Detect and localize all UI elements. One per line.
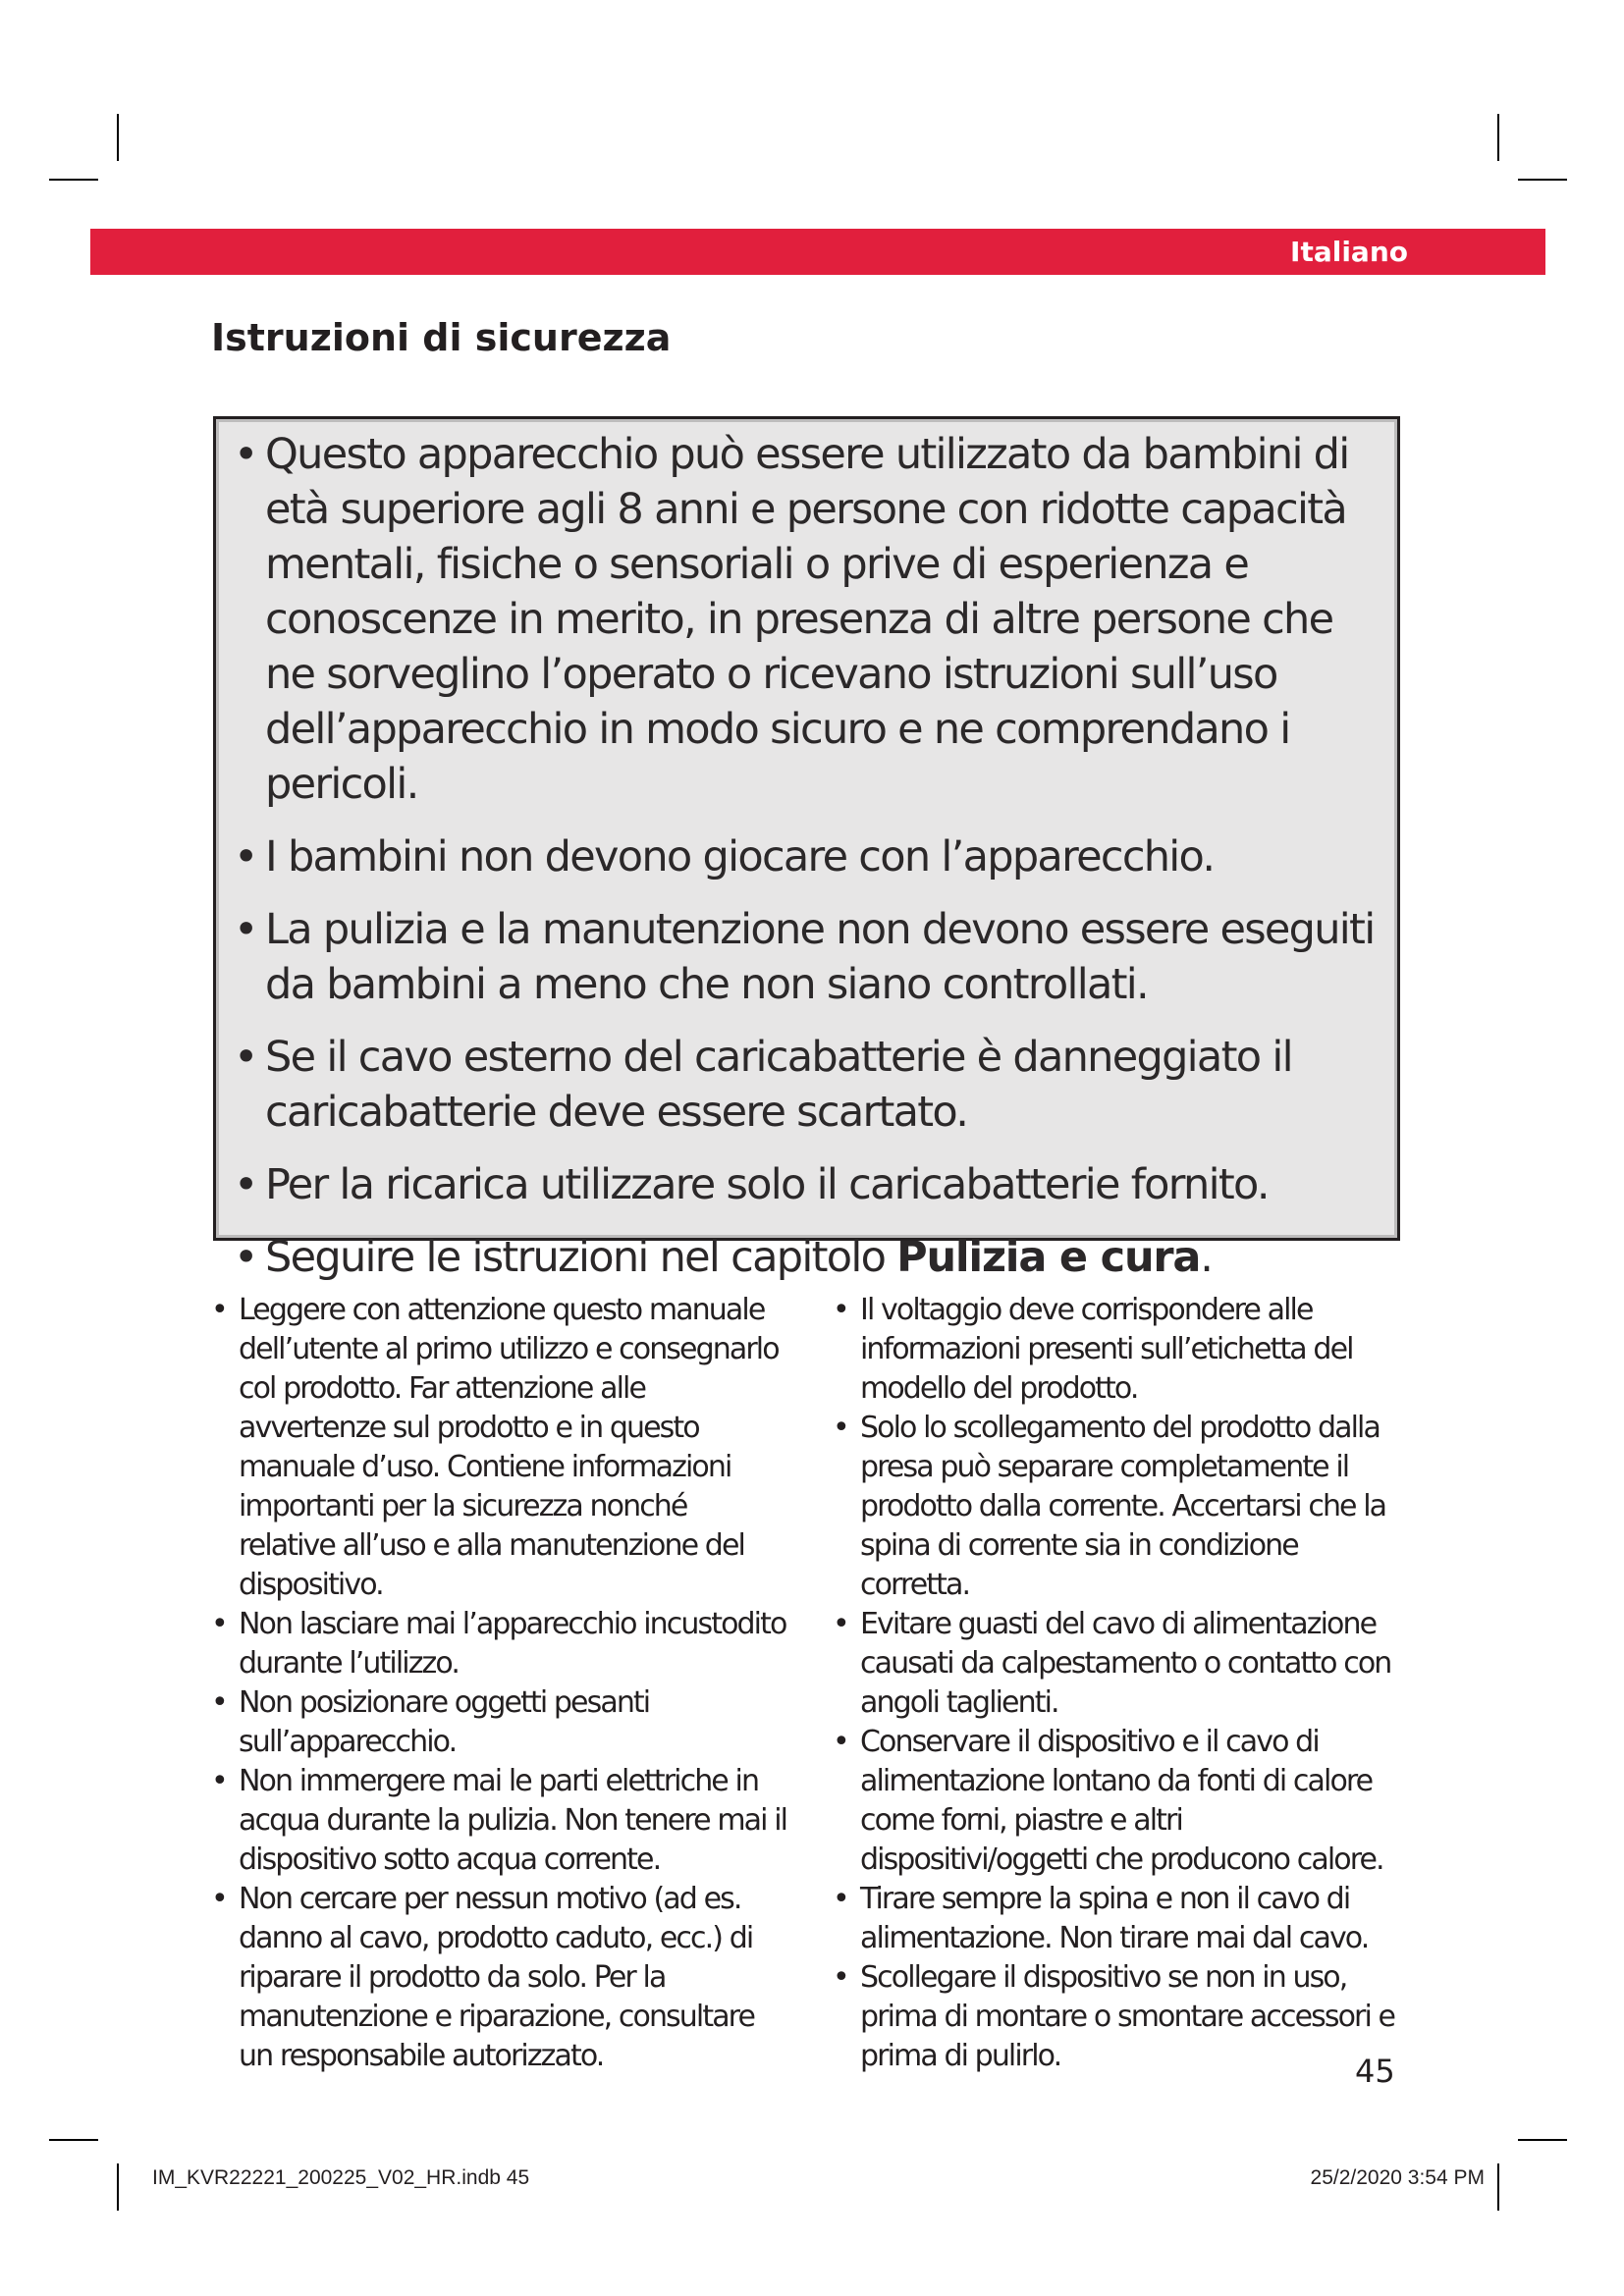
warning-text: I bambini non devono giocare con l’apparecchio.	[265, 832, 1215, 881]
bullet-icon: •	[234, 1233, 257, 1282]
crop-mark-top-right-vertical	[1497, 114, 1499, 161]
bullet-icon: •	[211, 1764, 227, 1798]
list-item-text: Non cercare per nessun motivo (ad es. danno al cavo, prodotto caduto, ecc.) di riparare il prodotto da solo. Per la manutenzione e riparazione, consultare un responsabile autorizzato.	[239, 1882, 755, 2073]
list-item-text: Conservare il dispositivo e il cavo di alimentazione lontano da fonti di calore come forni, piastre e altri dispositivi/oggetti che producono calore.	[860, 1725, 1383, 1877]
bullet-icon: •	[234, 430, 257, 479]
warning-text: La pulizia e la manutenzione non devono essere eseguiti da bambini a meno che non siano controllati.	[265, 905, 1375, 1009]
crop-mark-bottom-right-vertical	[1497, 2163, 1499, 2211]
warning-item	[230, 1030, 1383, 1140]
list-item	[833, 1409, 1412, 1605]
crop-mark-bottom-left-horizontal	[49, 2139, 98, 2141]
list-item	[833, 1958, 1412, 2076]
list-item-text: Non lasciare mai l’apparecchio incustodito durante l’utilizzo.	[239, 1607, 786, 1681]
warning-item	[230, 1157, 1383, 1212]
warning-text-prefix: Seguire le istruzioni nel capitolo	[265, 1233, 897, 1282]
right-column	[833, 1291, 1412, 2076]
warning-list	[230, 427, 1383, 1285]
list-item	[211, 1762, 790, 1880]
crop-mark-top-right-horizontal	[1518, 179, 1567, 181]
crop-mark-top-left-horizontal	[49, 179, 98, 181]
bullet-icon: •	[833, 1293, 848, 1327]
warning-item	[230, 829, 1383, 884]
crop-mark-top-left-vertical	[117, 114, 119, 161]
bullet-icon: •	[211, 1882, 227, 1916]
list-item	[211, 1880, 790, 2076]
warning-item	[230, 427, 1383, 812]
list-item	[833, 1291, 1412, 1409]
list-item-text: Tirare sempre la spina e non il cavo di alimentazione. Non tirare mai dal cavo.	[860, 1882, 1369, 1955]
warning-text: Per la ricarica utilizzare solo il caricabatterie fornito.	[265, 1160, 1269, 1209]
list-item	[211, 1683, 790, 1762]
safety-warning-box	[213, 416, 1400, 1282]
crop-mark-bottom-left-vertical	[117, 2163, 119, 2211]
list-item	[833, 1880, 1412, 1958]
bullet-icon: •	[234, 832, 257, 881]
print-slug-file: IM_KVR22221_200225_V02_HR.indb 45	[152, 2166, 530, 2189]
list-item-text: Non immergere mai le parti elettriche in acqua durante la pulizia. Non tenere mai il dispositivo sotto acqua corrente.	[239, 1764, 787, 1877]
warning-text: Se il cavo esterno del caricabatterie è danneggiato il caricabatterie deve essere scartato.	[265, 1033, 1292, 1137]
crop-mark-bottom-right-horizontal	[1518, 2139, 1567, 2141]
instruction-list-left	[211, 1291, 790, 2076]
list-item-text: Solo lo scollegamento del prodotto dalla presa può separare completamente il prodotto dalla corrente. Accertarsi che la spina di corrente sia in condizione corretta.	[860, 1411, 1386, 1602]
bullet-icon: •	[211, 1607, 227, 1641]
warning-item	[230, 1230, 1383, 1285]
page-number: 45	[1355, 2053, 1395, 2090]
bullet-icon: •	[833, 1411, 848, 1445]
list-item	[211, 1605, 790, 1683]
language-label: Italiano	[1290, 236, 1408, 268]
list-item	[211, 1291, 790, 1605]
list-item-text: Leggere con attenzione questo manuale dell’utente al primo utilizzo e consegnarlo col prodotto. Far attenzione alle avvertenze sul prodotto e in questo manuale d’uso. Contiene informazioni importanti per la sicurezza nonché relative all’uso e alla manutenzione del dispositivo.	[239, 1293, 779, 1602]
bullet-icon: •	[234, 1033, 257, 1082]
bullet-icon: •	[833, 1607, 848, 1641]
list-item-text: Il voltaggio deve corrispondere alle informazioni presenti sull’etichetta del modello del prodotto.	[860, 1293, 1353, 1406]
bullet-icon: •	[211, 1293, 227, 1327]
print-slug-date: 25/2/2020 3:54 PM	[1310, 2166, 1485, 2189]
language-header-bar	[90, 229, 1545, 275]
section-title: Istruzioni di sicurezza	[211, 316, 672, 359]
warning-text: Questo apparecchio può essere utilizzato da bambini di età superiore agli 8 anni e persone con ridotte capacità mentali, fisiche o sensoriali o prive di esperienza e conoscenze in merito, in presenza di altre persone che ne sorveglino l’operato o ricevano istruzioni sull’uso dell’apparecchio in modo sicuro e ne comprendano i pericoli.	[265, 430, 1349, 809]
warning-item	[230, 902, 1383, 1012]
left-column	[211, 1291, 790, 2076]
bullet-icon: •	[833, 1725, 848, 1759]
list-item	[833, 1723, 1412, 1880]
list-item-text: Non posizionare oggetti pesanti sull’apparecchio.	[239, 1685, 650, 1759]
list-item-text: Evitare guasti del cavo di alimentazione causati da calpestamento o contatto con angoli taglienti.	[860, 1607, 1391, 1720]
chapter-reference: Pulizia e cura	[896, 1233, 1201, 1282]
list-item-text: Scollegare il dispositivo se non in uso, prima di montare o smontare accessori e prima di pulirlo.	[860, 1960, 1395, 2073]
instruction-list-right	[833, 1291, 1412, 2076]
warning-text-suffix: .	[1200, 1233, 1213, 1282]
bullet-icon: •	[833, 1960, 848, 1995]
list-item	[833, 1605, 1412, 1723]
bullet-icon: •	[234, 1160, 257, 1209]
bullet-icon: •	[234, 905, 257, 954]
bullet-icon: •	[833, 1882, 848, 1916]
bullet-icon: •	[211, 1685, 227, 1720]
